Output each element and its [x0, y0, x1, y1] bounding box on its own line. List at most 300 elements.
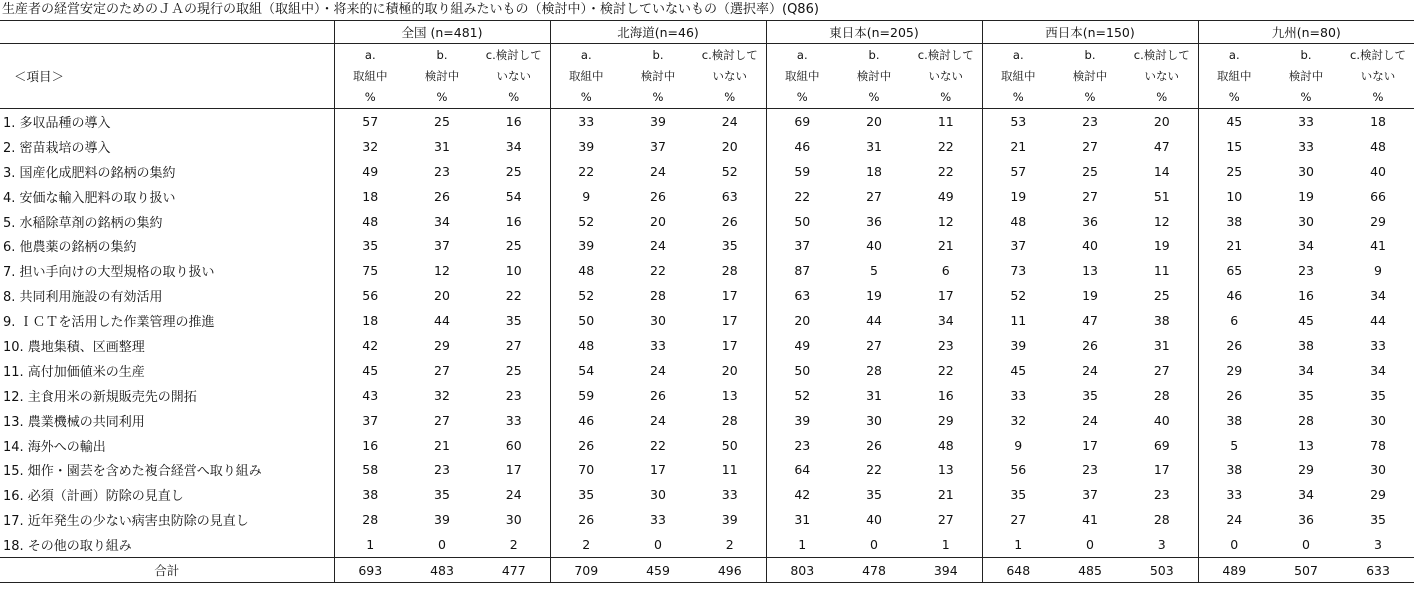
row-value: 33: [650, 512, 666, 528]
row-value: 58: [334, 457, 406, 482]
total-value: 394: [910, 558, 982, 583]
row-label: 14. 海外への輸出: [3, 439, 106, 455]
row-value: 23: [937, 337, 954, 353]
header-blank: [0, 44, 334, 66]
row-value: 9: [550, 184, 622, 209]
row-value: 53: [982, 109, 1054, 134]
table-row: [0, 507, 1414, 532]
row-value: 24: [650, 163, 666, 179]
row-value: 13: [721, 387, 738, 403]
row-value: 3: [1157, 537, 1166, 553]
row-value: 14: [1153, 163, 1170, 179]
row-value: 31: [766, 507, 838, 532]
row-value: 30: [866, 412, 882, 428]
row-value: 37: [766, 233, 838, 258]
header-unit: %: [622, 86, 694, 109]
header-sub-label: b.: [1300, 47, 1312, 62]
row-value: 49: [334, 159, 406, 184]
table-row: [0, 209, 1414, 234]
row-value: 26: [650, 188, 666, 204]
row-label: 11. 高付加価値米の生産: [3, 364, 145, 380]
row-value: 6: [941, 263, 950, 279]
row-value: 33: [1298, 113, 1314, 129]
row-value: 11: [982, 308, 1054, 333]
header-unit: %: [838, 86, 910, 109]
row-value: 39: [721, 512, 738, 528]
row-value: 20: [1153, 113, 1170, 129]
row-value: 24: [650, 362, 666, 378]
row-value: 38: [1298, 337, 1314, 353]
row-value: 37: [982, 233, 1054, 258]
header-sub-label: c.検討して: [1133, 47, 1190, 62]
header-unit-row: [0, 86, 1414, 109]
row-value: 38: [1198, 209, 1270, 234]
row-value: 22: [937, 138, 954, 154]
header-sub-label: b.: [652, 47, 664, 62]
row-value: 26: [1082, 337, 1098, 353]
header-sub-label: 取組中: [334, 65, 406, 86]
row-value: 27: [1082, 188, 1098, 204]
row-value: 15: [1198, 134, 1270, 159]
header-sub-label: 検討中: [1072, 68, 1108, 83]
row-value: 46: [550, 408, 622, 433]
row-value: 45: [334, 358, 406, 383]
row-value: 35: [550, 482, 622, 507]
total-value: 485: [1054, 558, 1126, 583]
total-label: 合計: [0, 558, 334, 583]
table-row: [0, 408, 1414, 433]
row-value: 0: [1302, 537, 1310, 553]
header-group: 北海道(n=46): [550, 21, 766, 44]
row-value: 17: [721, 337, 738, 353]
row-value: 28: [1298, 412, 1314, 428]
row-label: 7. 担い手向けの大型規格の取り扱い: [3, 265, 215, 281]
table-header: [0, 21, 1414, 109]
row-value: 41: [1082, 512, 1098, 528]
row-value: 0: [1086, 537, 1094, 553]
row-value: 34: [434, 213, 450, 229]
row-value: 48: [937, 437, 954, 453]
row-value: 39: [766, 408, 838, 433]
row-value: 44: [434, 313, 450, 329]
header-sub-label: 検討中: [1288, 68, 1324, 83]
row-value: 33: [650, 337, 666, 353]
row-value: 56: [334, 283, 406, 308]
header-blank: [0, 86, 334, 109]
header-sub-label: a.: [334, 44, 406, 66]
row-value: 25: [1198, 159, 1270, 184]
row-value: 12: [1153, 213, 1170, 229]
header-sub-label: 取組中: [550, 65, 622, 86]
row-value: 0: [1198, 532, 1270, 557]
header-sub-label: b.: [868, 47, 880, 62]
total-value: 478: [838, 558, 910, 583]
row-value: 30: [650, 313, 666, 329]
row-value: 87: [766, 258, 838, 283]
row-value: 60: [505, 437, 522, 453]
row-value: 31: [434, 138, 450, 154]
row-value: 33: [550, 109, 622, 134]
row-value: 48: [550, 333, 622, 358]
row-value: 11: [1153, 263, 1170, 279]
row-value: 23: [1298, 263, 1314, 279]
row-value: 27: [866, 337, 882, 353]
row-label: 2. 密苗栽培の導入: [3, 140, 111, 156]
row-value: 29: [937, 412, 954, 428]
row-value: 33: [982, 383, 1054, 408]
row-value: 32: [982, 408, 1054, 433]
header-unit: %: [1198, 86, 1270, 109]
row-value: 22: [937, 163, 954, 179]
row-value: 40: [1153, 412, 1170, 428]
table-row: [0, 159, 1414, 184]
total-value: 496: [694, 558, 766, 583]
row-value: 36: [866, 213, 882, 229]
row-value: 51: [1153, 188, 1170, 204]
row-value: 27: [1082, 138, 1098, 154]
row-value: 35: [1370, 512, 1386, 528]
row-value: 34: [1298, 362, 1314, 378]
row-value: 31: [866, 387, 882, 403]
row-value: 78: [1370, 437, 1386, 453]
header-unit: %: [334, 86, 406, 109]
row-value: 25: [1153, 288, 1170, 304]
row-value: 52: [550, 209, 622, 234]
row-value: 36: [1082, 213, 1098, 229]
header-unit: %: [1270, 86, 1342, 109]
row-value: 39: [550, 233, 622, 258]
row-value: 17: [937, 288, 954, 304]
row-value: 20: [721, 362, 738, 378]
header-sub-label: b.: [436, 47, 448, 62]
row-value: 27: [937, 512, 954, 528]
row-value: 11: [721, 462, 738, 478]
row-value: 37: [1082, 487, 1098, 503]
row-value: 27: [434, 412, 450, 428]
row-value: 30: [650, 487, 666, 503]
total-value: 477: [478, 558, 550, 583]
total-value: 803: [766, 558, 838, 583]
row-value: 27: [505, 337, 522, 353]
row-value: 43: [334, 383, 406, 408]
row-value: 26: [550, 507, 622, 532]
row-value: 49: [937, 188, 954, 204]
row-value: 17: [650, 462, 666, 478]
row-value: 69: [766, 109, 838, 134]
row-value: 40: [1370, 163, 1386, 179]
header-unit: %: [1126, 86, 1198, 109]
row-value: 50: [766, 358, 838, 383]
table-row: [0, 532, 1414, 557]
row-value: 26: [866, 437, 882, 453]
row-value: 1: [941, 537, 950, 553]
row-value: 64: [766, 457, 838, 482]
row-value: 52: [721, 163, 738, 179]
header-item-label: ＜項目＞: [14, 68, 65, 84]
row-label: 10. 農地集積、区画整理: [3, 339, 145, 355]
row-value: 6: [1198, 308, 1270, 333]
row-value: 26: [434, 188, 450, 204]
row-value: 10: [505, 263, 522, 279]
row-value: 26: [1198, 383, 1270, 408]
header-sub-row-2: [0, 65, 1414, 86]
row-value: 39: [982, 333, 1054, 358]
row-value: 26: [550, 433, 622, 458]
row-value: 34: [1370, 288, 1386, 304]
row-value: 11: [937, 113, 954, 129]
row-value: 2: [509, 537, 518, 553]
row-value: 32: [434, 387, 450, 403]
row-value: 22: [650, 437, 666, 453]
row-value: 38: [1153, 313, 1170, 329]
table-row: [0, 308, 1414, 333]
row-value: 10: [1198, 184, 1270, 209]
row-value: 63: [766, 283, 838, 308]
row-value: 39: [550, 134, 622, 159]
row-value: 52: [550, 283, 622, 308]
row-label: 17. 近年発生の少ない病害虫防除の見直し: [3, 514, 249, 530]
header-sub-label: a.: [982, 44, 1054, 66]
table-row: [0, 358, 1414, 383]
row-value: 29: [1370, 213, 1386, 229]
row-value: 16: [334, 433, 406, 458]
row-value: 28: [1153, 512, 1170, 528]
total-value: 503: [1126, 558, 1198, 583]
header-sub-label: b.: [1084, 47, 1096, 62]
row-label: 5. 水稲除草剤の銘柄の集約: [3, 215, 163, 231]
header-sub-label: a.: [766, 44, 838, 66]
total-value: 709: [550, 558, 622, 583]
row-value: 2: [550, 532, 622, 557]
row-value: 24: [721, 113, 738, 129]
row-value: 46: [766, 134, 838, 159]
row-value: 75: [334, 258, 406, 283]
row-value: 24: [1082, 362, 1098, 378]
row-value: 23: [766, 433, 838, 458]
row-value: 27: [434, 362, 450, 378]
row-value: 17: [1082, 437, 1098, 453]
header-group: 九州(n=80): [1198, 21, 1414, 44]
row-value: 22: [550, 159, 622, 184]
header-sub-label: いない: [928, 68, 964, 83]
row-value: 22: [650, 263, 666, 279]
table-body: [0, 109, 1414, 558]
row-value: 3: [1374, 537, 1382, 553]
row-value: 30: [1298, 163, 1314, 179]
row-value: 63: [721, 188, 738, 204]
header-blank: [0, 21, 334, 44]
row-value: 59: [550, 383, 622, 408]
row-value: 48: [550, 258, 622, 283]
row-value: 34: [1298, 238, 1314, 254]
row-value: 26: [1198, 333, 1270, 358]
row-value: 2: [725, 537, 734, 553]
table-row: [0, 283, 1414, 308]
row-value: 27: [1153, 362, 1170, 378]
header-sub-label: 取組中: [982, 65, 1054, 86]
row-value: 17: [505, 462, 522, 478]
header-sub-label: c.検討して: [917, 47, 974, 62]
header-sub-row-1: [0, 44, 1414, 66]
row-value: 20: [721, 138, 738, 154]
header-sub-label: いない: [1360, 68, 1396, 83]
row-value: 25: [505, 238, 522, 254]
row-value: 31: [866, 138, 882, 154]
row-value: 30: [1298, 213, 1314, 229]
row-value: 35: [334, 233, 406, 258]
header-unit: %: [982, 86, 1054, 109]
row-value: 0: [438, 537, 446, 553]
row-value: 46: [1198, 283, 1270, 308]
row-value: 24: [1198, 507, 1270, 532]
row-value: 21: [937, 487, 954, 503]
header-unit: %: [910, 86, 982, 109]
row-value: 29: [1198, 358, 1270, 383]
row-value: 48: [334, 209, 406, 234]
row-value: 17: [1153, 462, 1170, 478]
row-value: 35: [721, 238, 738, 254]
row-value: 35: [866, 487, 882, 503]
table-row: [0, 482, 1414, 507]
row-value: 19: [866, 288, 882, 304]
row-value: 33: [1370, 337, 1386, 353]
header-sub-label: c.検討して: [701, 47, 758, 62]
row-value: 21: [1198, 233, 1270, 258]
row-value: 23: [1153, 487, 1170, 503]
row-value: 40: [1082, 238, 1098, 254]
row-value: 20: [866, 113, 882, 129]
row-value: 50: [721, 437, 738, 453]
header-sub-label: c.検討して: [1350, 47, 1406, 62]
row-label: 1. 多収品種の導入: [3, 115, 111, 131]
row-value: 37: [334, 408, 406, 433]
row-value: 19: [1298, 188, 1314, 204]
row-value: 40: [866, 238, 882, 254]
header-sub-label: いない: [1144, 68, 1180, 83]
row-value: 25: [505, 362, 522, 378]
header-group: 西日本(n=150): [982, 21, 1198, 44]
row-value: 25: [505, 163, 522, 179]
table-row: [0, 258, 1414, 283]
header-unit: %: [694, 86, 766, 109]
row-value: 36: [1298, 512, 1314, 528]
row-value: 24: [650, 238, 666, 254]
header-sub-label: いない: [496, 68, 531, 83]
row-value: 9: [982, 433, 1054, 458]
row-value: 18: [866, 163, 882, 179]
table-row: [0, 433, 1414, 458]
row-value: 23: [434, 163, 450, 179]
row-label: 6. 他農薬の銘柄の集約: [3, 240, 137, 256]
row-value: 59: [766, 159, 838, 184]
row-value: 35: [505, 313, 522, 329]
row-value: 40: [866, 512, 882, 528]
row-value: 66: [1370, 188, 1386, 204]
row-value: 35: [982, 482, 1054, 507]
row-value: 26: [721, 213, 738, 229]
header-unit: %: [766, 86, 838, 109]
row-value: 16: [937, 387, 954, 403]
table-title: 生産者の経営安定のためのＪＡの現行の取組（取組中）・将来的に積極的取り組みたいもの（検討中）・検討していないもの（選択率）(Q86): [2, 2, 819, 17]
table-row: [0, 109, 1414, 134]
row-value: 28: [650, 288, 666, 304]
header-unit: %: [478, 86, 550, 109]
row-value: 5: [1198, 433, 1270, 458]
header-unit: %: [406, 86, 478, 109]
row-value: 49: [766, 333, 838, 358]
row-value: 13: [1082, 263, 1098, 279]
row-value: 1: [982, 532, 1054, 557]
survey-table: [0, 20, 1414, 583]
row-value: 29: [434, 337, 450, 353]
table-footer: [0, 558, 1414, 583]
row-value: 33: [1198, 482, 1270, 507]
row-value: 54: [550, 358, 622, 383]
header-sub-label: 検討中: [424, 68, 460, 83]
row-value: 22: [505, 288, 522, 304]
row-value: 50: [766, 209, 838, 234]
row-value: 34: [1370, 362, 1386, 378]
row-value: 23: [1082, 462, 1098, 478]
row-value: 1: [766, 532, 838, 557]
row-value: 34: [937, 313, 954, 329]
row-value: 34: [505, 138, 522, 154]
row-label: 13. 農業機械の共同利用: [3, 414, 145, 430]
row-value: 38: [1198, 408, 1270, 433]
row-value: 24: [505, 487, 522, 503]
row-value: 20: [650, 213, 666, 229]
total-value: 693: [334, 558, 406, 583]
row-value: 42: [766, 482, 838, 507]
row-value: 44: [1370, 313, 1386, 329]
row-value: 29: [1298, 462, 1314, 478]
row-label: 18. その他の取り組み: [3, 539, 132, 555]
table-row: [0, 233, 1414, 258]
total-value: 489: [1198, 558, 1270, 583]
row-value: 31: [1153, 337, 1170, 353]
table-row: [0, 134, 1414, 159]
row-value: 0: [870, 537, 878, 553]
row-value: 21: [982, 134, 1054, 159]
total-value: 648: [982, 558, 1054, 583]
row-value: 44: [866, 313, 882, 329]
row-value: 25: [1082, 163, 1098, 179]
row-value: 47: [1153, 138, 1170, 154]
row-value: 16: [1298, 288, 1314, 304]
header-sub-label: 検討中: [856, 68, 892, 83]
total-row: [0, 558, 1414, 583]
row-value: 29: [1370, 487, 1386, 503]
table-row: [0, 383, 1414, 408]
row-value: 22: [866, 462, 882, 478]
row-value: 13: [937, 462, 954, 478]
row-value: 39: [650, 113, 666, 129]
row-value: 24: [650, 412, 666, 428]
row-value: 18: [334, 184, 406, 209]
row-value: 24: [1082, 412, 1098, 428]
row-label: 9. ＩＣＴを活用した作業管理の推進: [3, 315, 215, 331]
row-value: 21: [434, 437, 450, 453]
row-value: 35: [434, 487, 450, 503]
row-value: 17: [721, 288, 738, 304]
row-value: 26: [650, 387, 666, 403]
row-value: 19: [982, 184, 1054, 209]
total-value: 483: [406, 558, 478, 583]
row-value: 28: [334, 507, 406, 532]
row-value: 54: [505, 188, 522, 204]
row-value: 16: [505, 213, 522, 229]
row-value: 28: [721, 412, 738, 428]
